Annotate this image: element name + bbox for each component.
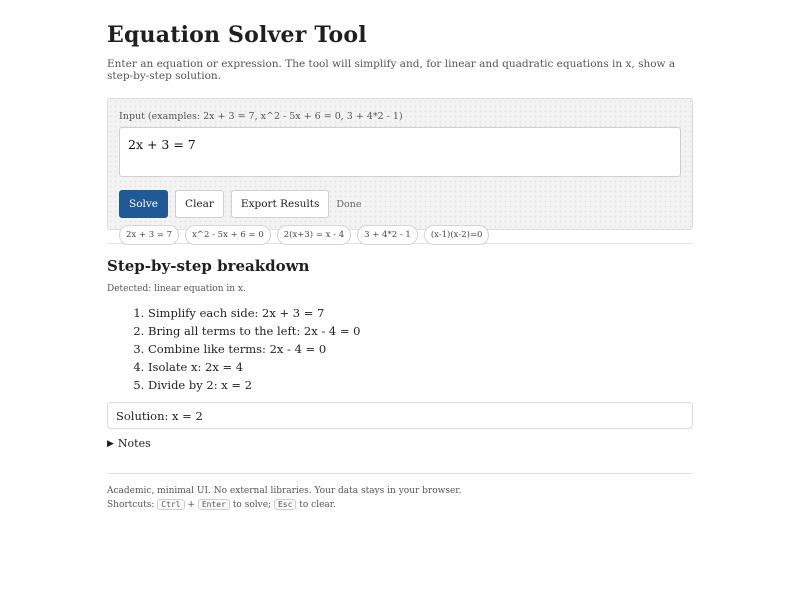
- key-ctrl: Ctrl: [157, 499, 184, 510]
- to-solve-text: to solve;: [232, 500, 272, 510]
- example-chip[interactable]: 3 + 4*2 - 1: [357, 225, 418, 245]
- status-text: Done: [336, 198, 362, 210]
- footer-line: Academic, minimal UI. No external libraries. Your data stays in your browser.: [107, 486, 462, 496]
- example-chip[interactable]: 2x + 3 = 7: [119, 225, 179, 245]
- shortcuts-line: [107, 498, 693, 512]
- input-label: Input (examples: 2x + 3 = 7, x^2 - 5x + 6 = 0, 3 + 4*2 - 1): [119, 111, 403, 122]
- step-item: 3. Combine like terms: 2x - 4 = 0: [148, 340, 693, 358]
- example-chip[interactable]: x^2 - 5x + 6 = 0: [185, 225, 271, 245]
- shortcuts-prefix: Shortcuts:: [107, 500, 155, 510]
- footer-divider: [107, 473, 693, 474]
- solution-box: Solution: x = 2: [107, 402, 693, 429]
- export-results-button[interactable]: Export Results: [231, 190, 329, 218]
- step-item: 4. Isolate x: 2x = 4: [148, 358, 693, 376]
- example-chip[interactable]: 2(x+3) = x - 4: [277, 225, 351, 245]
- key-enter: Enter: [198, 499, 230, 510]
- notes-label: Notes: [117, 437, 151, 450]
- triangle-right-icon: ▶: [107, 438, 114, 449]
- step-item: 2. Bring all terms to the left: 2x - 4 = 0: [148, 322, 693, 340]
- notes-toggle[interactable]: [107, 437, 693, 450]
- example-chips: [119, 225, 681, 245]
- page-title: Equation Solver Tool: [107, 22, 367, 48]
- action-bar: [119, 190, 681, 218]
- breakdown-heading: Step-by-step breakdown: [107, 257, 310, 275]
- detected-type: Detected: linear equation in x.: [107, 284, 246, 294]
- key-esc: Esc: [274, 499, 296, 510]
- page: [107, 22, 693, 512]
- footer: [107, 485, 693, 512]
- solve-button[interactable]: Solve: [119, 190, 168, 218]
- to-clear-text: to clear.: [299, 500, 336, 510]
- plus-sign: +: [187, 500, 195, 510]
- page-subtitle: Enter an equation or expression. The tool will simplify and, for linear and quadratic equations in x, show a step-by-step solution.: [107, 58, 676, 82]
- step-item: 1. Simplify each side: 2x + 3 = 7: [148, 304, 693, 322]
- equation-input[interactable]: 2x + 3 = 7: [119, 127, 681, 177]
- clear-button[interactable]: Clear: [175, 190, 224, 218]
- step-item: 5. Divide by 2: x = 2: [148, 376, 693, 394]
- steps-list: [107, 304, 693, 394]
- input-panel: [107, 98, 693, 240]
- example-chip[interactable]: (x-1)(x-2)=0: [424, 225, 490, 245]
